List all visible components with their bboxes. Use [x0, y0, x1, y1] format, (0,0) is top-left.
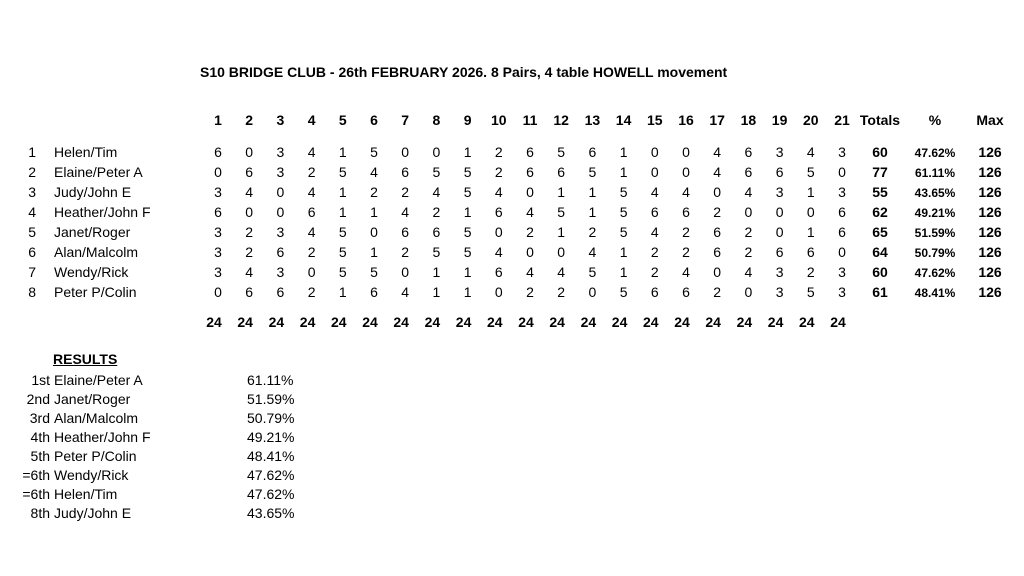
score-cell: 0	[557, 244, 566, 260]
score-cell: 1	[619, 144, 628, 160]
score-cell: 6	[276, 284, 285, 300]
pair-number: 1	[28, 144, 36, 160]
score-cell: 2	[526, 224, 534, 240]
score-cell: 6	[214, 204, 222, 220]
pair-max: 126	[978, 224, 1002, 240]
score-cell: 3	[214, 184, 222, 200]
score-cell: 3	[276, 224, 285, 240]
result-position: 1st	[31, 372, 50, 388]
pair-name: Helen/Tim	[54, 144, 118, 160]
score-cell: 0	[682, 164, 690, 180]
result-pair-name: Helen/Tim	[54, 486, 118, 502]
result-pair-name: Peter P/Colin	[54, 448, 137, 464]
score-cell: 6	[401, 224, 410, 240]
pair-number: 7	[28, 264, 36, 280]
max-header: Max	[976, 112, 1004, 128]
score-cell: 0	[588, 284, 597, 300]
column-header: 16	[678, 112, 694, 128]
score-cell: 1	[432, 284, 441, 300]
column-header: 15	[647, 112, 663, 128]
pair-name: Heather/John F	[54, 204, 151, 220]
score-cell: 1	[338, 204, 347, 220]
score-cell: 0	[214, 284, 222, 300]
score-cell: 5	[557, 144, 566, 160]
result-position: 2nd	[26, 391, 50, 407]
pair-number: 2	[28, 164, 36, 180]
column-header: 21	[834, 112, 850, 128]
score-cell: 0	[370, 224, 378, 240]
column-header: 18	[740, 112, 757, 128]
score-cell: 5	[370, 264, 378, 280]
score-cell: 2	[307, 244, 316, 260]
score-cell: 5	[338, 224, 347, 240]
score-cell: 4	[432, 184, 441, 200]
column-total: 24	[237, 314, 253, 330]
score-cell: 2	[650, 264, 659, 280]
pair-total: 62	[872, 204, 888, 220]
score-cell: 2	[526, 284, 534, 300]
score-cell: 4	[370, 164, 378, 180]
score-cell: 5	[619, 184, 628, 200]
score-cell: 2	[744, 224, 753, 240]
score-cell: 1	[370, 244, 378, 260]
score-cell: 5	[432, 244, 441, 260]
score-cell: 0	[713, 184, 722, 200]
pair-number: 8	[28, 284, 36, 300]
pair-total: 65	[872, 224, 888, 240]
score-cell: 4	[806, 144, 815, 160]
score-cell: 6	[494, 264, 503, 280]
pair-max: 126	[978, 204, 1002, 220]
column-header: 19	[771, 112, 788, 128]
column-total: 24	[799, 314, 815, 330]
pair-name: Alan/Malcolm	[54, 244, 139, 260]
score-cell: 5	[806, 164, 815, 180]
score-cell: 4	[588, 244, 597, 260]
score-cell: 4	[713, 144, 722, 160]
score-cell: 5	[588, 164, 597, 180]
pair-max: 126	[978, 264, 1002, 280]
score-cell: 5	[338, 264, 347, 280]
score-cell: 0	[650, 144, 659, 160]
score-cell: 0	[744, 204, 753, 220]
column-header: 11	[522, 112, 538, 128]
column-total: 24	[549, 314, 565, 330]
score-cell: 0	[214, 164, 222, 180]
column-header: 13	[584, 112, 601, 128]
score-cell: 6	[682, 284, 690, 300]
score-cell: 3	[775, 184, 784, 200]
score-cell: 0	[838, 164, 846, 180]
score-cell: 6	[713, 244, 722, 260]
score-cell: 5	[432, 164, 441, 180]
score-cell: 4	[401, 204, 410, 220]
column-total: 24	[674, 314, 690, 330]
pair-percentage: 51.59%	[914, 226, 956, 240]
score-cell: 4	[307, 184, 316, 200]
score-cell: 0	[401, 144, 410, 160]
column-header: 17	[709, 112, 725, 128]
pair-total: 55	[872, 184, 888, 200]
score-cell: 5	[338, 164, 347, 180]
score-cell: 5	[619, 204, 628, 220]
column-total: 24	[736, 314, 753, 330]
score-cell: 4	[557, 264, 566, 280]
score-cell: 0	[682, 144, 690, 160]
score-cell: 0	[276, 184, 285, 200]
column-total: 24	[268, 314, 285, 330]
score-cell: 6	[650, 284, 659, 300]
score-cell: 2	[307, 284, 316, 300]
score-cell: 0	[494, 224, 503, 240]
column-total: 24	[331, 314, 347, 330]
column-header: 2	[245, 112, 254, 128]
result-percentage: 48.41%	[247, 448, 295, 464]
score-cell: 4	[682, 184, 690, 200]
column-total: 24	[206, 314, 222, 330]
column-total: 24	[580, 314, 597, 330]
score-cell: 6	[526, 164, 534, 180]
score-cell: 6	[214, 144, 222, 160]
pair-total: 64	[872, 244, 888, 260]
score-cell: 6	[682, 204, 690, 220]
column-total: 24	[705, 314, 721, 330]
column-total: 24	[767, 314, 784, 330]
score-cell: 6	[588, 144, 597, 160]
result-pair-name: Heather/John F	[54, 429, 151, 445]
score-cell: 0	[838, 244, 846, 260]
score-cell: 1	[806, 224, 815, 240]
score-cell: 2	[682, 224, 690, 240]
pair-percentage: 47.62%	[914, 266, 956, 280]
column-total: 24	[487, 314, 503, 330]
score-cell: 4	[526, 264, 534, 280]
score-cell: 2	[713, 284, 722, 300]
score-cell: 0	[744, 284, 753, 300]
score-cell: 2	[494, 144, 503, 160]
score-cell: 1	[463, 144, 472, 160]
column-total: 24	[424, 314, 441, 330]
result-pair-name: Elaine/Peter A	[54, 372, 143, 388]
pair-percentage: 48.41%	[914, 286, 956, 300]
score-cell: 2	[245, 244, 254, 260]
score-cell: 1	[338, 144, 347, 160]
pair-name: Elaine/Peter A	[54, 164, 143, 180]
result-percentage: 51.59%	[247, 391, 295, 407]
score-cell: 1	[432, 264, 441, 280]
result-percentage: 47.62%	[247, 467, 295, 483]
score-cell: 4	[744, 184, 753, 200]
score-cell: 1	[463, 204, 472, 220]
score-cell: 1	[463, 284, 472, 300]
score-cell: 5	[338, 244, 347, 260]
score-cell: 0	[713, 264, 722, 280]
score-cell: 3	[838, 184, 846, 200]
score-cell: 4	[245, 184, 254, 200]
score-cell: 4	[682, 264, 690, 280]
score-cell: 6	[744, 164, 753, 180]
column-header: 9	[463, 112, 472, 128]
score-cell: 4	[650, 184, 659, 200]
column-header: 14	[615, 112, 632, 128]
column-total: 24	[643, 314, 659, 330]
score-cell: 0	[245, 204, 254, 220]
score-cell: 2	[588, 224, 597, 240]
column-header: 20	[803, 112, 819, 128]
score-cell: 6	[775, 244, 784, 260]
pair-number: 6	[28, 244, 36, 260]
pair-percentage: 61.11%	[914, 166, 956, 180]
pair-total: 60	[872, 264, 888, 280]
score-cell: 2	[682, 244, 690, 260]
score-cell: 2	[557, 284, 566, 300]
score-cell: 5	[619, 284, 628, 300]
column-total: 24	[362, 314, 378, 330]
score-cell: 3	[775, 284, 784, 300]
result-position: 3rd	[29, 410, 50, 426]
score-cell: 1	[338, 184, 347, 200]
score-cell: 2	[245, 224, 254, 240]
score-cell: 0	[806, 204, 815, 220]
pair-max: 126	[978, 184, 1002, 200]
score-cell: 2	[494, 164, 503, 180]
pair-name: Judy/John E	[54, 184, 132, 200]
score-cell: 4	[494, 244, 503, 260]
score-cell: 0	[775, 224, 784, 240]
score-cell: 6	[744, 144, 753, 160]
result-pair-name: Judy/John E	[54, 505, 132, 521]
score-cell: 1	[619, 264, 628, 280]
pair-name: Wendy/Rick	[54, 264, 129, 280]
result-pair-name: Wendy/Rick	[54, 467, 129, 483]
score-cell: 4	[494, 184, 503, 200]
pct-header: %	[928, 112, 942, 128]
score-cell: 6	[806, 244, 815, 260]
score-cell: 6	[526, 144, 534, 160]
pair-percentage: 49.21%	[914, 206, 956, 220]
score-cell: 3	[276, 144, 285, 160]
page-title: S10 BRIDGE CLUB - 26th FEBRUARY 2026. 8 Pairs, 4 table HOWELL movement	[200, 64, 728, 80]
score-cell: 4	[526, 204, 534, 220]
result-percentage: 49.21%	[247, 429, 295, 445]
score-cell: 6	[245, 284, 254, 300]
score-cell: 6	[557, 164, 566, 180]
score-cell: 1	[588, 184, 597, 200]
score-cell: 0	[650, 164, 659, 180]
score-cell: 2	[401, 184, 410, 200]
score-cell: 2	[806, 264, 815, 280]
column-header: 7	[401, 112, 410, 128]
pair-name: Peter P/Colin	[54, 284, 137, 300]
score-cell: 3	[775, 264, 784, 280]
score-cell: 3	[775, 144, 784, 160]
result-pair-name: Alan/Malcolm	[54, 410, 139, 426]
score-cell: 6	[370, 284, 378, 300]
score-cell: 1	[557, 224, 566, 240]
pair-percentage: 43.65%	[914, 186, 956, 200]
pair-number: 5	[28, 224, 36, 240]
score-cell: 3	[214, 264, 222, 280]
column-header: 10	[491, 112, 507, 128]
score-cell: 6	[307, 204, 316, 220]
score-cell: 6	[494, 204, 503, 220]
score-cell: 1	[557, 184, 566, 200]
result-percentage: 43.65%	[247, 505, 295, 521]
score-cell: 1	[463, 264, 472, 280]
score-cell: 1	[370, 204, 378, 220]
score-cell: 5	[463, 164, 472, 180]
score-cell: 6	[838, 204, 846, 220]
column-header: 8	[432, 112, 441, 128]
score-cell: 5	[463, 244, 472, 260]
column-header: 5	[338, 112, 347, 128]
score-cell: 0	[775, 204, 784, 220]
results-heading: RESULTS	[53, 351, 118, 367]
result-percentage: 61.11%	[247, 372, 294, 388]
score-cell: 4	[307, 224, 316, 240]
column-total: 24	[611, 314, 628, 330]
score-cell: 0	[526, 244, 534, 260]
score-cell: 2	[307, 164, 316, 180]
column-header: 12	[553, 112, 569, 128]
result-position: 5th	[30, 448, 50, 464]
column-total: 24	[393, 314, 409, 330]
column-header: 6	[370, 112, 378, 128]
pair-total: 60	[872, 144, 888, 160]
score-cell: 0	[494, 284, 503, 300]
column-header: 1	[214, 112, 222, 128]
score-cell: 4	[401, 284, 410, 300]
score-cell: 6	[276, 244, 285, 260]
pair-max: 126	[978, 144, 1002, 160]
score-cell: 2	[401, 244, 410, 260]
score-cell: 2	[432, 204, 441, 220]
score-cell: 5	[463, 184, 472, 200]
score-cell: 6	[245, 164, 254, 180]
score-cell: 0	[276, 204, 285, 220]
score-cell: 0	[432, 144, 441, 160]
pair-total: 77	[872, 164, 888, 180]
score-cell: 5	[619, 224, 628, 240]
score-cell: 1	[619, 244, 628, 260]
column-total: 24	[455, 314, 472, 330]
score-cell: 3	[838, 284, 846, 300]
pair-name: Janet/Roger	[54, 224, 131, 240]
pair-max: 126	[978, 284, 1002, 300]
score-cell: 6	[775, 164, 784, 180]
pair-max: 126	[978, 244, 1002, 260]
score-cell: 6	[432, 224, 441, 240]
pair-percentage: 50.79%	[914, 246, 956, 260]
score-cell: 4	[650, 224, 659, 240]
score-cell: 1	[338, 284, 347, 300]
score-cell: 3	[838, 144, 846, 160]
score-cell: 4	[245, 264, 254, 280]
score-cell: 0	[245, 144, 254, 160]
result-position: =6th	[22, 486, 50, 502]
score-cell: 2	[744, 244, 753, 260]
score-cell: 5	[806, 284, 815, 300]
score-cell: 5	[463, 224, 472, 240]
column-total: 24	[299, 314, 316, 330]
totals-header: Totals	[859, 112, 901, 128]
score-cell: 6	[650, 204, 659, 220]
score-cell: 4	[307, 144, 316, 160]
result-position: 4th	[30, 429, 50, 445]
score-cell: 1	[806, 184, 815, 200]
pair-max: 126	[978, 164, 1002, 180]
column-header: 3	[276, 112, 285, 128]
score-cell: 0	[526, 184, 534, 200]
score-cell: 3	[214, 224, 222, 240]
score-cell: 4	[744, 264, 753, 280]
score-cell: 2	[650, 244, 659, 260]
score-cell: 4	[713, 164, 722, 180]
score-cell: 3	[276, 164, 285, 180]
score-cell: 5	[588, 264, 597, 280]
score-cell: 3	[214, 244, 222, 260]
result-percentage: 47.62%	[247, 486, 295, 502]
result-position: =6th	[22, 467, 50, 483]
column-total: 24	[518, 314, 534, 330]
score-cell: 2	[713, 204, 722, 220]
score-cell: 0	[401, 264, 410, 280]
column-header: 4	[307, 112, 316, 128]
pair-number: 3	[28, 184, 36, 200]
pair-percentage: 47.62%	[914, 146, 956, 160]
result-position: 8th	[30, 505, 50, 521]
score-cell: 5	[370, 144, 378, 160]
score-cell: 1	[619, 164, 628, 180]
score-cell: 1	[588, 204, 597, 220]
score-cell: 3	[838, 264, 846, 280]
score-cell: 2	[370, 184, 378, 200]
result-pair-name: Janet/Roger	[54, 391, 131, 407]
pair-number: 4	[28, 204, 36, 220]
column-total: 24	[830, 314, 846, 330]
score-cell: 6	[838, 224, 846, 240]
score-cell: 6	[713, 224, 722, 240]
score-cell: 6	[401, 164, 410, 180]
score-cell: 5	[557, 204, 566, 220]
score-cell: 0	[307, 264, 316, 280]
score-cell: 3	[276, 264, 285, 280]
pair-total: 61	[872, 284, 888, 300]
result-percentage: 50.79%	[247, 410, 295, 426]
